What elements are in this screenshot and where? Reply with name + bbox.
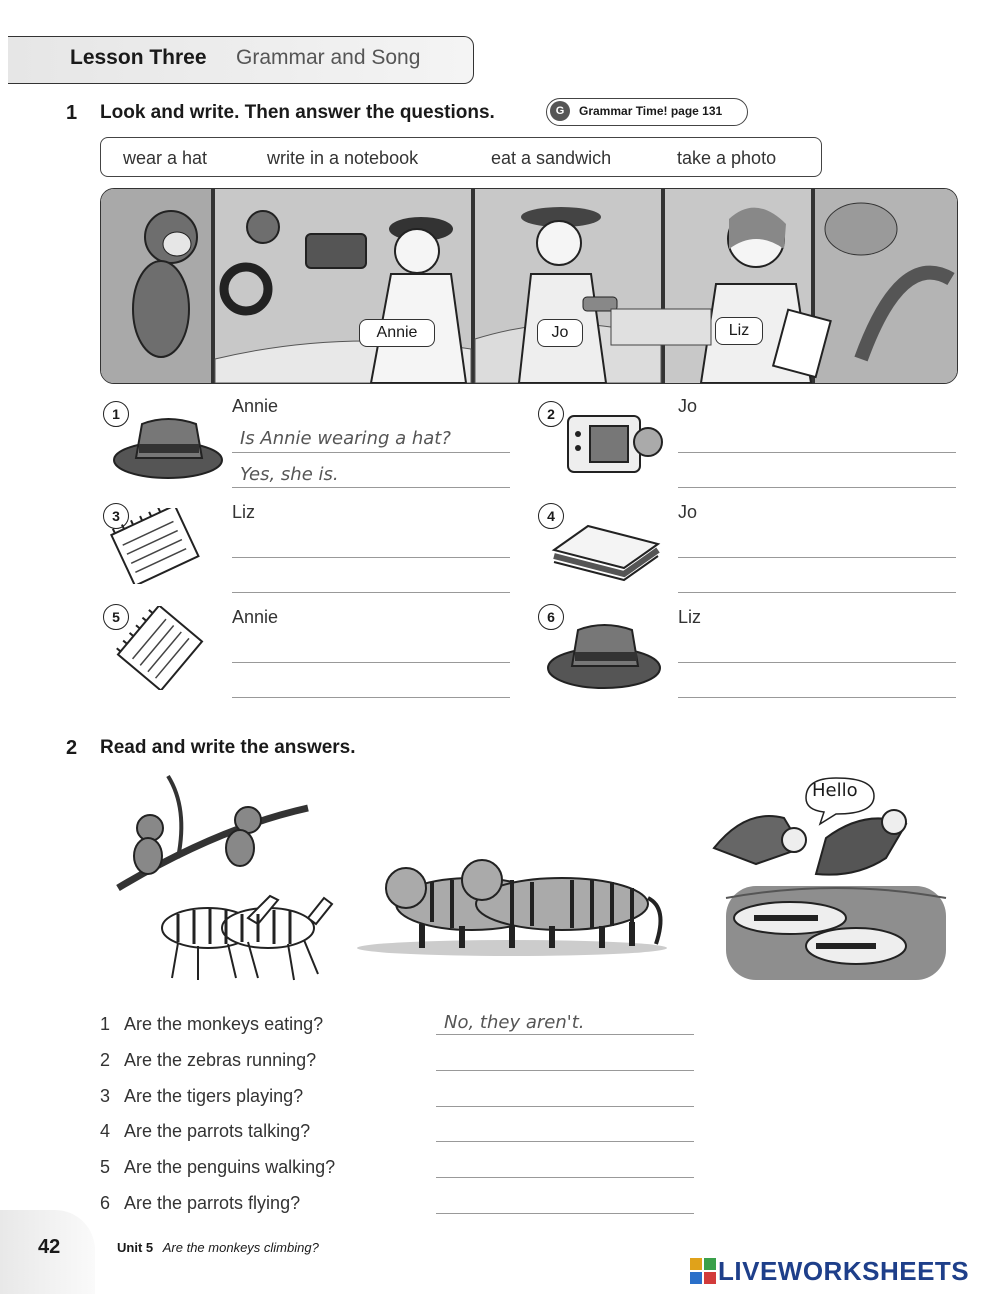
answer-line	[436, 1106, 694, 1107]
word-bank-item: write in a notebook	[267, 148, 419, 168]
item-name: Liz	[232, 502, 256, 522]
item-number: 6	[538, 604, 564, 630]
monkeys-zebras-illustration	[98, 768, 338, 988]
item-number: 4	[538, 503, 564, 529]
answer-line	[436, 1141, 694, 1142]
camera-icon	[564, 410, 664, 476]
answer-field-answer[interactable]: Yes, she is.	[240, 464, 339, 485]
exercise2-number: 2	[66, 737, 78, 759]
zoo-scene-drawing	[101, 189, 957, 383]
answer-line	[232, 557, 510, 558]
question-text: Are the zebras running?	[124, 1050, 317, 1070]
notebook-icon	[98, 508, 210, 584]
answer-line	[678, 592, 956, 593]
exercise1-instruction: Look and write. Then answer the questions.	[100, 102, 495, 123]
item-number: 2	[538, 401, 564, 427]
footer-unit	[117, 1240, 319, 1255]
item-name: Jo	[678, 502, 698, 522]
lesson-title: Lesson Three	[70, 46, 207, 69]
answer-line	[232, 592, 510, 593]
item-number: 3	[103, 503, 129, 529]
answer-line	[232, 487, 510, 488]
scene-label-jo: Jo	[537, 319, 583, 347]
exercise2-instruction: Read and write the answers.	[100, 737, 356, 758]
word-bank-item: take a photo	[677, 148, 777, 168]
hat-icon	[546, 620, 662, 692]
grammar-time-badge	[546, 98, 748, 126]
speech-bubble-text: Hello	[812, 780, 858, 801]
exercise1-number: 1	[66, 102, 78, 124]
word-bank-item: eat a sandwich	[491, 148, 612, 168]
question-text: Are the parrots flying?	[124, 1193, 301, 1213]
notebook-icon	[110, 606, 210, 690]
lesson-subtitle: Grammar and Song	[236, 46, 421, 69]
answer-line	[678, 487, 956, 488]
question-number: 2	[100, 1050, 111, 1070]
word-bank	[100, 137, 822, 177]
answer-line	[436, 1034, 694, 1035]
item-number: 5	[103, 604, 129, 630]
tigers-illustration	[352, 848, 682, 960]
item-number: 1	[103, 401, 129, 427]
item-name: Annie	[232, 396, 279, 416]
answer-line	[232, 452, 510, 453]
answer-line	[232, 662, 510, 663]
question-number: 3	[100, 1086, 111, 1106]
answer-line	[678, 662, 956, 663]
question-number: 4	[100, 1121, 111, 1141]
question-number: 5	[100, 1157, 111, 1177]
liveworksheets-brand[interactable]: LIVEWORKSHEETS	[718, 1256, 970, 1286]
question-text: Are the monkeys eating?	[124, 1014, 324, 1034]
question-text: Are the tigers playing?	[124, 1086, 304, 1106]
answer-field-question[interactable]: Is Annie wearing a hat?	[240, 428, 451, 449]
answer-line	[678, 452, 956, 453]
answer-line	[678, 697, 956, 698]
question-text: Are the parrots talking?	[124, 1121, 311, 1141]
sandwich-icon	[548, 520, 664, 584]
hat-icon	[112, 414, 224, 482]
item-name: Annie	[232, 607, 279, 627]
answer-line	[436, 1213, 694, 1214]
answer-field[interactable]: No, they aren't.	[444, 1012, 585, 1033]
answer-line	[232, 697, 510, 698]
question-number: 6	[100, 1193, 111, 1213]
grammar-ref-text: Grammar Time! page 131	[579, 104, 723, 118]
grammar-g-icon: G	[550, 101, 570, 121]
item-name: Liz	[678, 607, 702, 627]
unit-number: Unit 5	[117, 1240, 154, 1255]
parrots-penguins-illustration	[706, 768, 960, 988]
question-number: 1	[100, 1014, 111, 1034]
scene-label-annie: Annie	[359, 319, 435, 347]
liveworksheets-logo-icon	[690, 1258, 716, 1284]
item-name: Jo	[678, 396, 698, 416]
answer-line	[678, 557, 956, 558]
question-text: Are the penguins walking?	[124, 1157, 336, 1177]
scene-label-liz: Liz	[715, 317, 763, 345]
unit-title: Are the monkeys climbing?	[162, 1240, 319, 1255]
answer-line	[436, 1070, 694, 1071]
answer-line	[436, 1177, 694, 1178]
page-number: 42	[38, 1236, 61, 1258]
word-bank-item: wear a hat	[123, 148, 208, 168]
zoo-scene-illustration	[100, 188, 958, 384]
